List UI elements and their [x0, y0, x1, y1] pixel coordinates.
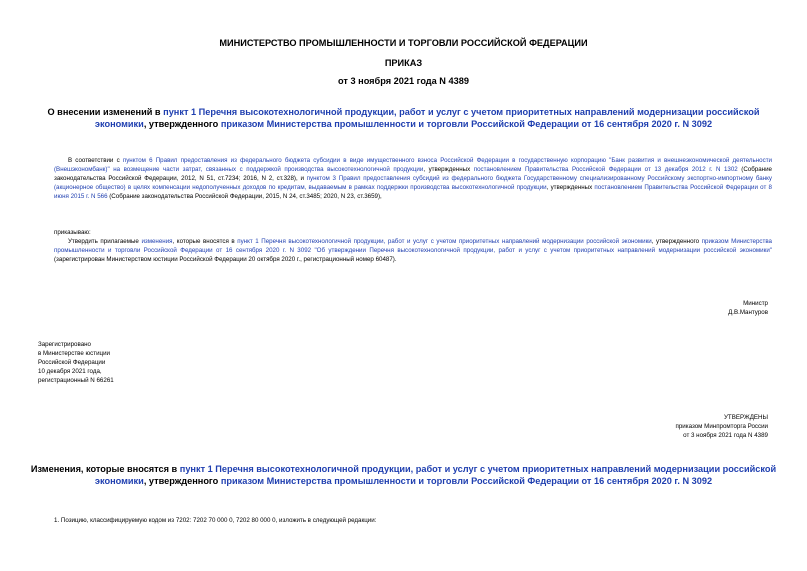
registration-line-2: в Министерстве юстиции: [38, 350, 111, 358]
signature-block: [468, 299, 768, 317]
registration-line-5: регистрационный N 66261: [38, 377, 114, 385]
preamble-text-2: , утвержденных: [423, 166, 474, 174]
approved-block: [468, 413, 768, 440]
registration-line-4: 10 декабря 2021 года,: [38, 368, 102, 376]
document-date-number: от 3 ноября 2021 года N 4389: [338, 76, 469, 86]
title-link-order[interactable]: приказом Министерства промышленности и торговли Российской Федерации от 16 сентября 2020 г. N 3092: [220, 119, 713, 129]
changes-title-link-order[interactable]: приказом Министерства промышленности и торговли Российской Федерации от 16 сентября 2020 г. N 3092: [220, 476, 713, 486]
title-link-list[interactable]: пункт 1 Перечня высокотехнологичной продукции, работ и услуг с учетом приоритетных направлений модернизации российской экономики: [94, 107, 760, 129]
approve-text-3: , утвержденного: [651, 238, 702, 245]
approve-paragraph: [54, 237, 772, 264]
preamble-link-rules-6[interactable]: пунктом 6 Правил предоставления из федерального бюджета субсидии в виде имущественного взноса Российской Федерации в государственную корпорацию "Банк развития и внешнеэкономической деятельности (Внешэкономбанк)" на возмещение части затрат, связанных с поддержкой производства высокотехнологичной продукции: [54, 157, 772, 174]
title-middle: , утвержденного: [143, 119, 221, 129]
approve-text-4: (зарегистрирован Министерством юстиции Российской Федерации 20 октября 2020 г., регистрационный номер 60487).: [54, 256, 397, 264]
title-prefix: О внесении изменений в: [47, 107, 164, 117]
item-1-text: 1. Позицию, классифицируемую кодом из 7202: 7202 70 000 0, 7202 80 000 0, изложить в следующей редакции:: [54, 517, 377, 524]
approve-link-order-3092[interactable]: приказом Министерства промышленности и торговли Российской Федерации от 16 сентября 2020 г. N 3092 "Об утверждении Перечня высокотехнологичной продукции, работ и услуг с учетом приоритетных направлений модернизации российской экономики": [54, 238, 772, 255]
approve-link-changes[interactable]: изменения: [141, 238, 173, 245]
signature-name: Д.В.Мантуров: [728, 309, 768, 317]
preamble-text-3: (Собрание законодательства Российской Федерации, 2012, N 51, ст.7234; 2016, N 2, ст.328), и: [54, 166, 772, 183]
approved-line-3: от 3 ноября 2021 года N 4389: [683, 432, 768, 440]
changes-title: [30, 463, 777, 487]
preamble-text-4: , утвержденных: [546, 184, 595, 192]
approved-line-2: приказом Минпромторга России: [675, 423, 768, 431]
preamble-link-resolution-1302[interactable]: постановлением Правительства Российской Федерации от 13 декабря 2012 г. N 1302: [473, 166, 738, 174]
preamble-text-5: (Собрание законодательства Российской Федерации, 2015, N 24, ст.3485; 2020, N 23, ст.3659),: [107, 193, 382, 201]
signature-position: Министр: [743, 300, 768, 307]
approve-text-1: Утвердить прилагаемые: [68, 238, 142, 245]
changes-title-prefix: Изменения, которые вносятся в: [30, 464, 180, 474]
approved-line-1: УТВЕРЖДЕНЫ: [724, 414, 768, 421]
registration-line-1: Зарегистрировано: [38, 341, 91, 348]
registration-line-3: Российской Федерации: [38, 359, 106, 367]
preamble-link-resolution-566[interactable]: постановлением Правительства Российской Федерации от 8 июня 2015 г. N 566: [54, 184, 772, 201]
preamble-link-rules-3[interactable]: пунктом 3 Правил предоставления субсидий из федерального бюджета Государственному специализированному Российскому экспортно-импортному банку (акционерное общество) в целях компенсации недополученных доходов по кредитам, выдаваемым в рамках поддержки производства высокотехнологичной продукции: [54, 175, 772, 192]
document-type: ПРИКАЗ: [384, 58, 423, 68]
ministry-heading: МИНИСТЕРСТВО ПРОМЫШЛЕННОСТИ И ТОРГОВЛИ РОССИЙСКОЙ ФЕДЕРАЦИИ: [219, 38, 588, 48]
changes-title-middle: , утвержденного: [143, 476, 221, 486]
order-word: приказываю:: [54, 229, 91, 236]
changes-title-link-list[interactable]: пункт 1 Перечня высокотехнологичной продукции, работ и услуг с учетом приоритетных направлений модернизации российской экономики: [94, 464, 777, 486]
approve-link-list[interactable]: пункт 1 Перечня высокотехнологичной продукции, работ и услуг с учетом приоритетных направлений модернизации российской экономики: [237, 238, 652, 245]
approve-text-2: , которые вносятся в: [172, 238, 238, 245]
document-title: [30, 106, 777, 130]
preamble-text-1: В соответствии с: [68, 157, 123, 164]
registration-block: [38, 340, 288, 385]
preamble-paragraph: [54, 156, 772, 201]
